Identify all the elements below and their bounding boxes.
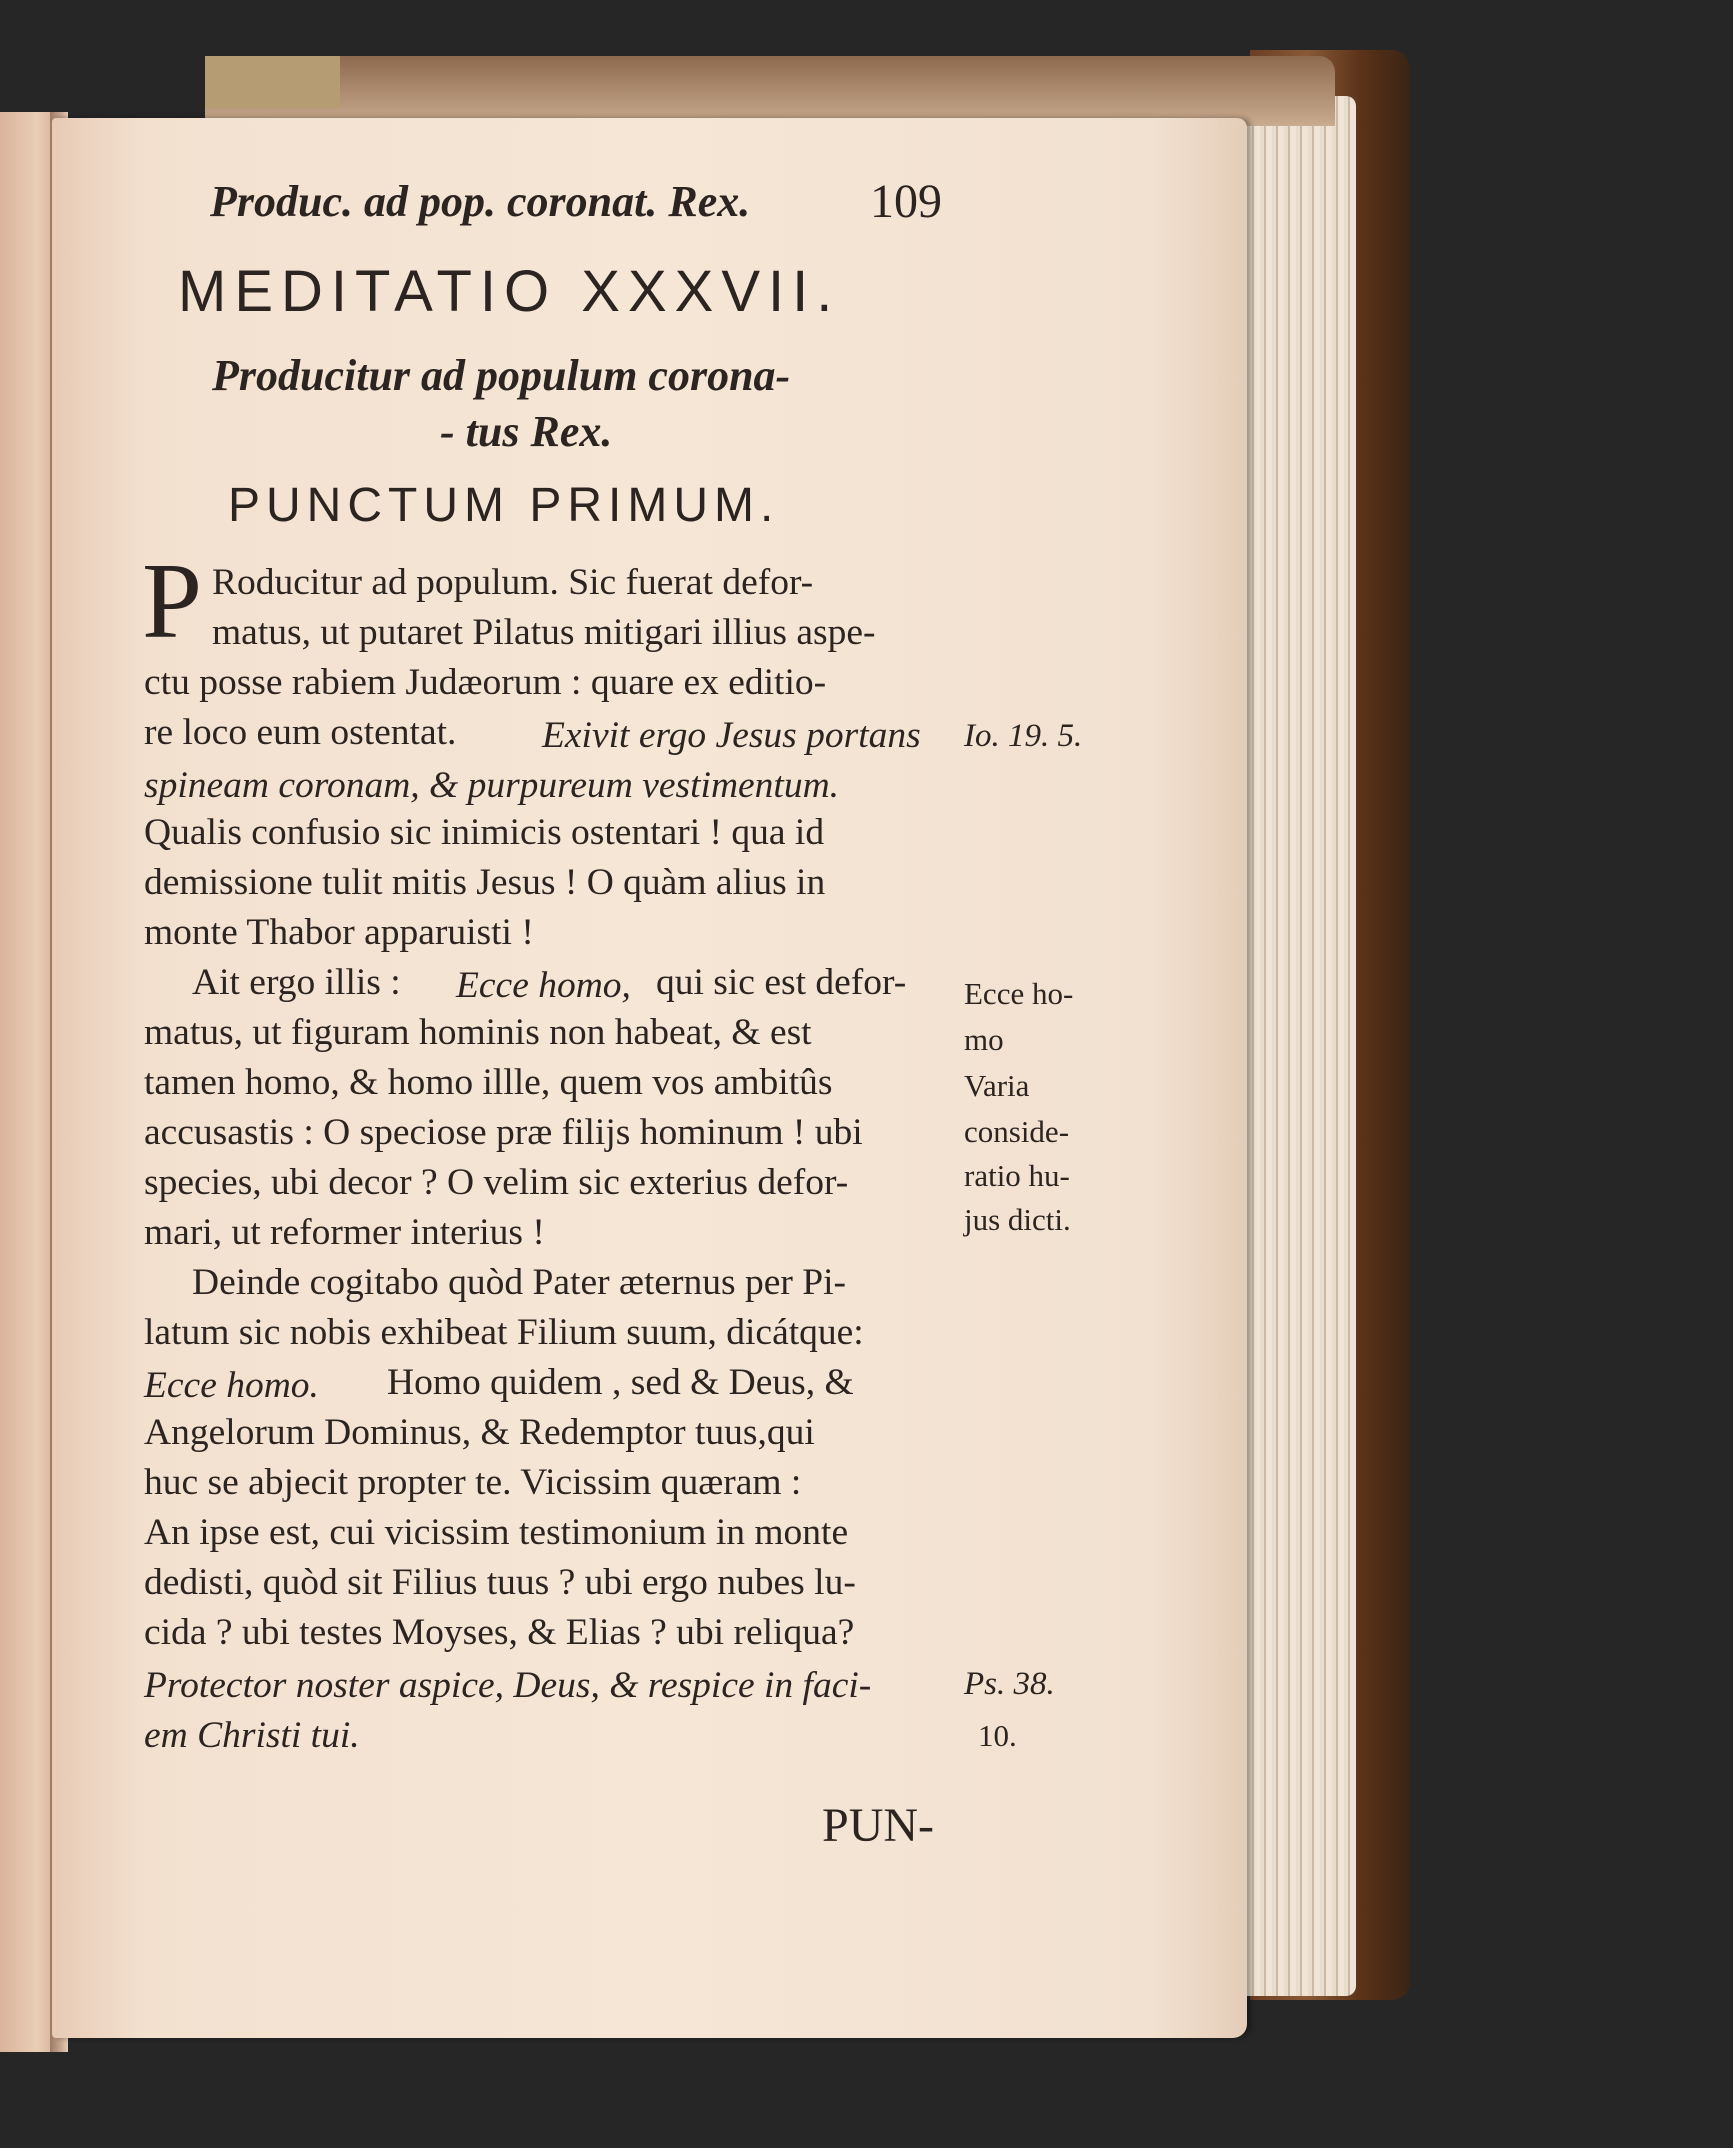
text-line-italic: Ecce homo, [456, 965, 631, 1006]
text-line-italic: spineam coronam, & purpureum vestimentum. [144, 765, 840, 806]
meditation-subtitle-line2: - tus Rex. [440, 407, 613, 456]
text-line-italic: Protector noster aspice, Deus, & respice in faci- [144, 1665, 872, 1706]
text-line: dedisti, quòd sit Filius tuus ? ubi ergo nubes lu- [144, 1562, 856, 1603]
text-line: ctu posse rabiem Judæorum : quare ex editio- [144, 662, 827, 703]
text-line: monte Thabor apparuisti ! [144, 912, 534, 953]
margin-note: Varia [964, 1068, 1030, 1103]
book-top-edge [205, 56, 1335, 126]
text-line: mari, ut reformer interius ! [144, 1212, 545, 1253]
text-line: cida ? ubi testes Moyses, & Elias ? ubi reliqua? [144, 1612, 855, 1653]
text-line: An ipse est, cui vicissim testimonium in monte [144, 1512, 849, 1553]
margin-note: Io. 19. 5. [964, 718, 1083, 754]
text-line: huc se abjecit propter te. Vicissim quæram : [144, 1462, 802, 1503]
margin-note: mo [964, 1022, 1004, 1057]
margin-note: Ecce ho- [964, 976, 1074, 1011]
text-line: re loco eum ostentat. [144, 712, 457, 753]
margin-note: 10. [978, 1718, 1017, 1753]
margin-note: Ps. 38. [964, 1666, 1055, 1702]
text-line-italic: Ecce homo. [144, 1365, 319, 1406]
text-line: Roducitur ad populum. Sic fuerat defor- [212, 562, 814, 603]
running-head-title: Produc. ad pop. coronat. Rex. [210, 177, 751, 226]
text-line: accusastis : O speciose præ filijs hominum ! ubi [144, 1112, 863, 1153]
text-line: Qualis confusio sic inimicis ostentari ! qua id [144, 812, 825, 853]
margin-note: conside- [964, 1114, 1070, 1149]
text-line: Angelorum Dominus, & Redemptor tuus,qui [144, 1412, 815, 1453]
text-line: qui sic est defor- [656, 962, 907, 1003]
section-heading: PUNCTUM PRIMUM. [228, 479, 780, 532]
meditation-title: MEDITATIO XXXVII. [178, 259, 841, 324]
margin-note: ratio hu- [964, 1158, 1070, 1193]
text-line: Homo quidem , sed & Deus, & [387, 1362, 854, 1403]
drop-capital: P [142, 542, 203, 661]
meditation-subtitle-line1: Producitur ad populum corona- [212, 351, 791, 400]
text-line-italic: em Christi tui. [144, 1715, 360, 1756]
text-line: demissione tulit mitis Jesus ! O quàm alius in [144, 862, 826, 903]
text-line: matus, ut figuram hominis non habeat, & est [144, 1012, 812, 1053]
text-line: latum sic nobis exhibeat Filium suum, dicátque: [144, 1312, 864, 1353]
catchword: PUN- [822, 1799, 935, 1852]
text-line: species, ubi decor ? O velim sic exterius defor- [144, 1162, 849, 1203]
text-line: Deinde cogitabo quòd Pater æternus per Pi- [192, 1262, 847, 1303]
margin-note: jus dicti. [964, 1202, 1071, 1237]
page-number: 109 [870, 175, 942, 228]
page-stack-edges [1236, 96, 1356, 1996]
text-line: Ait ergo illis : [192, 962, 401, 1003]
book-page [52, 118, 1247, 2038]
text-line: matus, ut putaret Pilatus mitigari illius aspe- [212, 612, 876, 653]
text-line-italic: Exivit ergo Jesus portans [542, 715, 921, 756]
bookmark-ribbon [205, 56, 340, 108]
text-line: tamen homo, & homo illle, quem vos ambitûs [144, 1062, 833, 1103]
